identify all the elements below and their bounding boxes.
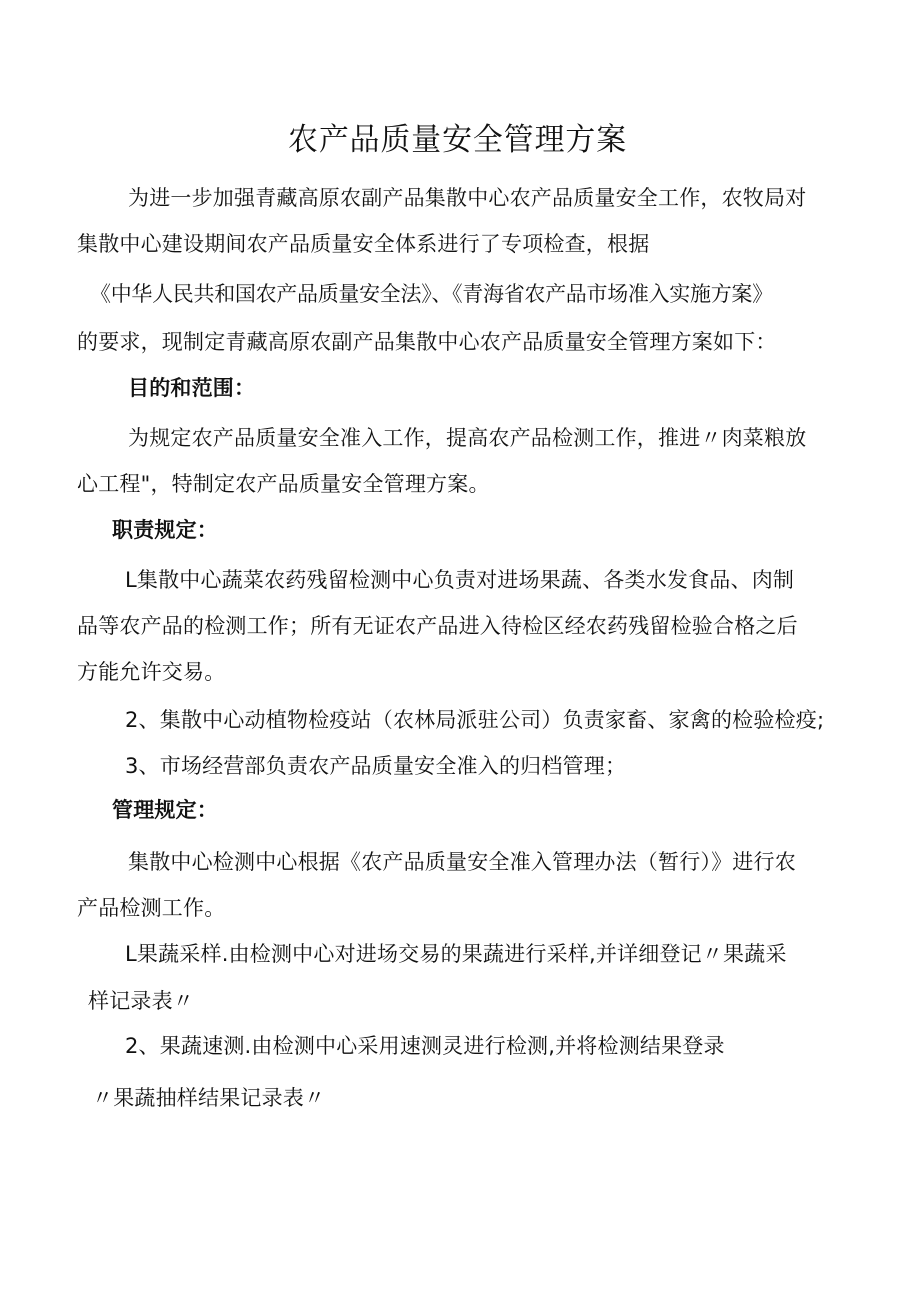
purpose-line-2: 心工程"，特制定农产品质量安全管理方案。 (77, 472, 490, 496)
duties-line-1: L集散中心蔬菜农药残留检测中心负责对进场果蔬、各类水发食品、肉制 (125, 568, 795, 592)
duties-line-4: 2、集散中心动植物检疫站（农林局派驻公司）负责家畜、家禽的检验检疫; (125, 708, 825, 732)
management-line-2: 产品检测工作。 (77, 896, 226, 920)
purpose-heading: 目的和范围： (128, 376, 256, 400)
management-line-4: 样记录表〃 (88, 989, 194, 1013)
intro-line-2: 集散中心建设期间农产品质量安全体系进行了专项检查，根据 (77, 232, 650, 256)
intro-line-1: 为进一步加强青藏高原农副产品集散中心农产品质量安全工作，农牧局对 (128, 186, 807, 210)
intro-line-3: 《中华人民共和国农产品质量安全法》、《青海省农产品市场准入实施方案》 (90, 282, 773, 306)
management-line-1: 集散中心检测中心根据《农产品质量安全准入管理办法（暂行）》进行农 (128, 850, 796, 874)
duties-heading: 职责规定： (112, 518, 218, 542)
management-line-6: 〃果蔬抽样结果记录表〃 (92, 1086, 326, 1110)
duties-line-5: 3、市场经营部负责农产品质量安全准入的归档管理； (125, 754, 627, 778)
management-heading: 管理规定： (112, 798, 218, 822)
intro-line-4: 的要求，现制定青藏高原农副产品集散中心农产品质量安全管理方案如下： (77, 330, 777, 354)
management-line-5: 2、果蔬速测.由检测中心采用速测灵进行检测,并将检测结果登录 (125, 1034, 725, 1058)
purpose-line-1: 为规定农产品质量安全准入工作，提高农产品检测工作，推进〃肉菜粮放 (128, 426, 807, 450)
duties-line-3: 方能允许交易。 (77, 660, 226, 684)
document-title: 农产品质量安全管理方案 (287, 122, 628, 158)
duties-line-2: 品等农产品的检测工作；所有无证农产品进入待检区经农药残留检验合格之后 (77, 614, 798, 638)
management-line-3: L果蔬采样.由检测中心对进场交易的果蔬进行采样,并详细登记〃果蔬采 (125, 942, 787, 966)
